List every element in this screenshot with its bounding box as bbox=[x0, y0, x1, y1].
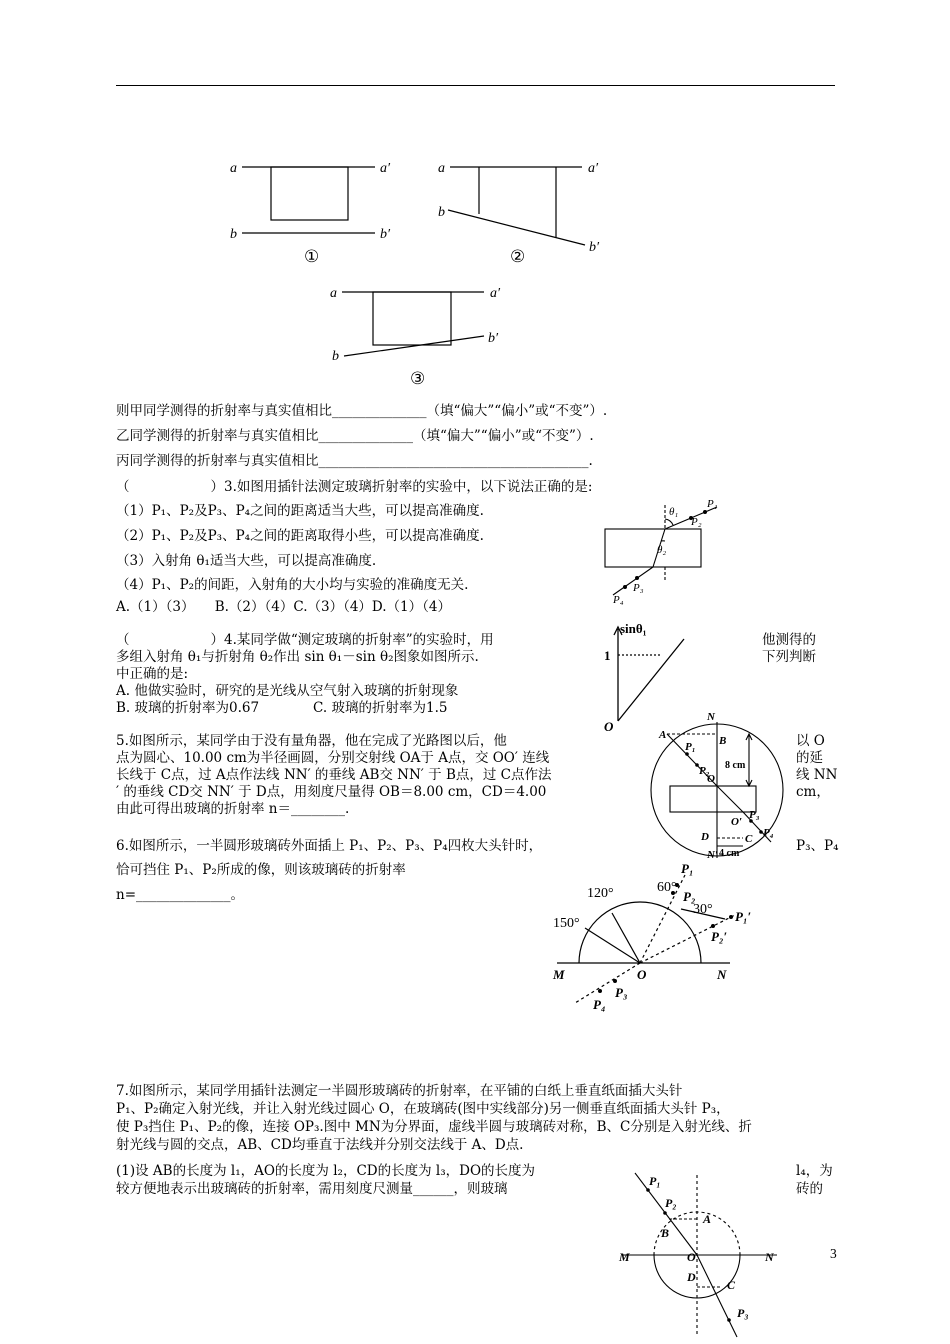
q4-line-2b: 下列判断 bbox=[762, 649, 816, 665]
label-b-prime: b′ bbox=[488, 331, 499, 346]
q6-angle-120: 120° bbox=[587, 886, 614, 901]
label-a-prime: a′ bbox=[490, 286, 501, 301]
q7-line-3: 使 P₃挡住 P₁、P₂的像，连接 OP₃.图中 MN为分界面，虚线半圆与玻璃砖对称，B、C分别是入射光线、折 bbox=[116, 1119, 752, 1135]
q7-P3: P₃ bbox=[737, 1306, 749, 1320]
q7-line-5a: (1)设 AB的长度为 l₁，AO的长度为 l₂，CD的长度为 l₃，DO的长度为 bbox=[116, 1163, 536, 1179]
q3-option-2: （2）P₁、P₂及P₃、P₄之间的距离取得小些，可以提高准确度. bbox=[116, 528, 484, 544]
q7-line-6a: 较方便地表示出玻璃砖的折射率，需用刻度尺测量______，则玻璃 bbox=[116, 1181, 508, 1197]
label-b: b bbox=[230, 227, 237, 242]
q7-N: N bbox=[765, 1250, 774, 1264]
q5-O: O bbox=[707, 773, 715, 785]
header-rule bbox=[116, 85, 835, 86]
q3-theta2: θ₂ bbox=[657, 544, 667, 556]
q4-origin: O bbox=[604, 719, 614, 734]
q3-p1: P₁ bbox=[707, 498, 718, 510]
q6-line-2: 恰可挡住 P₁、P₂所成的像，则该玻璃砖的折射率 bbox=[116, 862, 406, 878]
q3-option-3: （3）入射角 θ₁适当大些，可以提高准确度. bbox=[116, 553, 377, 569]
q3-choices: A.（1）（3） B.（2）（4）C.（3）（4）D.（1）（4） bbox=[116, 599, 451, 615]
q5-D: D bbox=[701, 831, 709, 843]
q3-option-4: （4）P₁、P₂的间距，入射角的大小均与实验的准确度无关. bbox=[116, 577, 469, 593]
q5-Oprime: O′ bbox=[731, 816, 743, 828]
label-a: a bbox=[230, 161, 237, 176]
caption-2: ② bbox=[510, 247, 526, 266]
q7-P1: P₁ bbox=[649, 1174, 661, 1188]
q6-P2: P₂ bbox=[683, 889, 696, 904]
q5-line-4a: ′ 的垂线 CD交 NN′ 于 D点，用刻度尺量得 OB＝8.00 cm，CD＝4.00 bbox=[116, 784, 547, 800]
q3-theta1: θ₁ bbox=[669, 506, 679, 518]
caption-3: ③ bbox=[410, 369, 426, 388]
q3-p3: P₃ bbox=[633, 582, 644, 594]
q6-line-1b: P₃、P₄ bbox=[796, 838, 839, 854]
q6-O: O bbox=[637, 967, 647, 982]
q7-line-5b: l₄，为 bbox=[796, 1163, 833, 1179]
label-a-prime: a′ bbox=[380, 161, 391, 176]
q3-stem: （ ）3.如图用插针法测定玻璃折射率的实验中，以下说法正确的是: bbox=[116, 479, 593, 495]
q3-option-1: （1）P₁、P₂及P₃、P₄之间的距离适当大些，可以提高准确度. bbox=[116, 503, 484, 519]
q5-line-3a: 长线于 C点，过 A点作法线 NN′ 的垂线 AB交 NN′ 于 B点，过 C点作法 bbox=[116, 767, 552, 783]
q5-line-3b: 线 NN bbox=[796, 767, 838, 783]
q6-N: N bbox=[717, 967, 727, 982]
q4-line-2a: 多组入射角 θ₁与折射角 θ₂作出 sin θ₁－sin θ₂图象如图所示. bbox=[116, 649, 479, 665]
q5-C: C bbox=[745, 833, 753, 845]
q7-line-6b: 砖的 bbox=[796, 1181, 823, 1197]
label-b: b bbox=[438, 205, 445, 220]
q4-line-3: 中正确的是: bbox=[116, 666, 189, 682]
q5-dim-4cm: 4 cm bbox=[719, 848, 740, 859]
label-b-prime: b′ bbox=[380, 227, 391, 242]
q5-P3: P₃ bbox=[749, 809, 760, 821]
q4-line-1b: 他测得的 bbox=[762, 632, 816, 648]
q7-A: A bbox=[703, 1212, 712, 1226]
q6-angle-60: 60° bbox=[657, 880, 677, 895]
q4-ylabel: sinθ₁ bbox=[620, 621, 647, 636]
q6-P4: P₄ bbox=[593, 997, 606, 1012]
q6-P1prime: P₁′ bbox=[735, 909, 752, 924]
q7-P2: P₂ bbox=[665, 1196, 677, 1210]
q6-M: M bbox=[553, 967, 565, 982]
q2-yi: 乙同学测得的折射率与真实值相比______________（填“偏大”“偏小”或“不变”）. bbox=[116, 428, 594, 444]
q5-line-4b: cm， bbox=[796, 784, 830, 800]
q7-figure bbox=[615, 1165, 785, 1344]
q5-dim-8cm: 8 cm bbox=[725, 760, 746, 771]
label-a: a bbox=[438, 161, 445, 176]
figure-glass-block-diagrams bbox=[220, 150, 620, 390]
q6-line-1a: 6.如图所示，一半圆形玻璃砖外面插上 P₁、P₂、P₃、P₄四枚大头针时， bbox=[116, 838, 543, 854]
q5-Nprime: N′ bbox=[707, 849, 719, 860]
q5-line-2a: 点为圆心、10.00 cm为半径画圆，分别交射线 OA于 A点，交 OO′ 连线 bbox=[116, 750, 550, 766]
q7-C: C bbox=[727, 1278, 736, 1292]
q5-line-5: 由此可得出玻璃的折射率 n＝________. bbox=[116, 801, 350, 817]
q5-line-1a: 5.如图所示，某同学由于没有量角器，他在完成了光路图以后，他 bbox=[116, 733, 507, 749]
q2-bing: 丙同学测得的折射率与真实值相比________________________________________. bbox=[116, 453, 593, 469]
q4-option-bc: B. 玻璃的折射率为0.67 C. 玻璃的折射率为1.5 bbox=[116, 700, 448, 716]
q4-line-1a: （ ）4.某同学做“测定玻璃的折射率”的实验时，用 bbox=[116, 632, 494, 648]
label-b: b bbox=[332, 349, 339, 364]
q6-line-3: n=______________。 bbox=[116, 887, 245, 903]
q7-M: M bbox=[619, 1250, 630, 1264]
q7-D: D bbox=[687, 1270, 696, 1284]
q3-p4: P₄ bbox=[613, 594, 624, 606]
q3-figure bbox=[595, 495, 735, 610]
q5-figure bbox=[645, 712, 790, 860]
q3-p2: P₂ bbox=[691, 516, 702, 528]
label-a: a bbox=[330, 286, 337, 301]
q5-line-1b: 以 O bbox=[796, 733, 825, 749]
q5-line-2b: 的延 bbox=[796, 750, 823, 766]
page-number: 3 bbox=[830, 1246, 837, 1261]
caption-1: ① bbox=[304, 247, 320, 266]
label-a-prime: a′ bbox=[588, 161, 599, 176]
q5-A: A bbox=[659, 729, 667, 741]
q5-P2: P₂ bbox=[699, 765, 710, 777]
q5-P1: P₁ bbox=[685, 741, 696, 753]
q2-jia: 则甲同学测得的折射率与真实值相比______________（填“偏大”“偏小”或“不变”）. bbox=[116, 403, 608, 419]
q4-option-a: A. 他做实验时，研究的是光线从空气射入玻璃的折射现象 bbox=[116, 683, 459, 699]
q7-B: B bbox=[661, 1226, 670, 1240]
q6-angle-150: 150° bbox=[553, 916, 580, 931]
q7-line-4: 射光线与圆的交点，AB、CD均垂直于法线并分别交法线于 A、D点. bbox=[116, 1137, 524, 1153]
q5-N: N bbox=[707, 712, 715, 723]
q5-P4: P₄ bbox=[763, 827, 774, 839]
q5-B: B bbox=[719, 735, 727, 747]
label-b-prime: b′ bbox=[589, 240, 600, 255]
q4-y1: 1 bbox=[604, 648, 611, 663]
q6-angle-30: 30° bbox=[693, 902, 713, 917]
q6-P2prime: P₂′ bbox=[711, 929, 728, 944]
q6-figure bbox=[545, 855, 780, 1015]
q7-O: O bbox=[687, 1250, 696, 1264]
q7-line-1: 7.如图所示，某同学用插针法测定一半圆形玻璃砖的折射率，在平铺的白纸上垂直纸面插大头针 bbox=[116, 1083, 683, 1099]
q6-P3: P₃ bbox=[615, 985, 628, 1000]
q7-line-2: P₁、P₂确定入射光线，并让入射光线过圆心 O，在玻璃砖(图中实线部分)另一侧垂直纸面插大头针 P₃， bbox=[116, 1101, 730, 1117]
q6-P1: P₁ bbox=[681, 861, 694, 876]
